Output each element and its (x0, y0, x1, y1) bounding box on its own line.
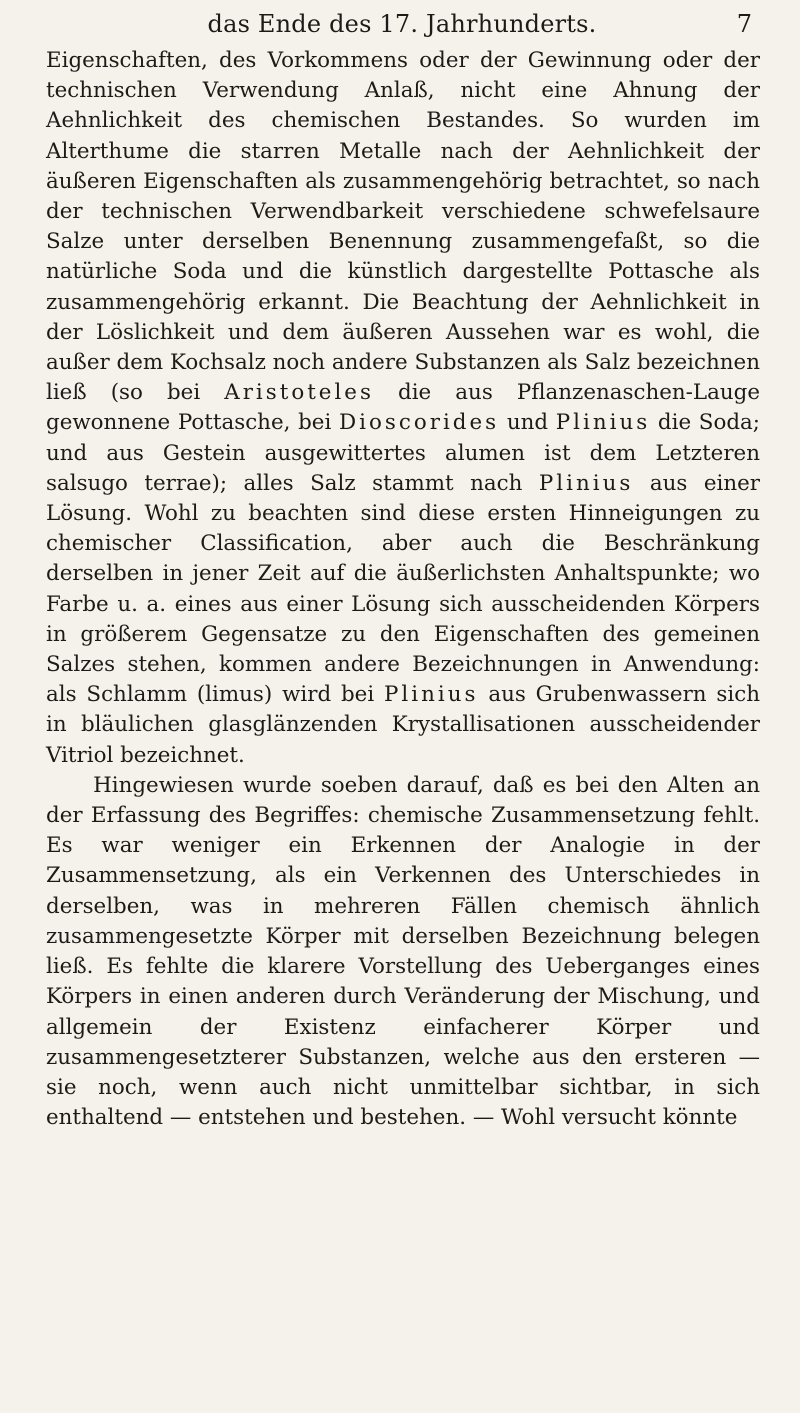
paragraph-1-part-2: die aus Pflanzenaschen-Lauge gewonnene Pottasche, bei (46, 380, 760, 436)
paragraph-1-part-6: aus Grubenwassern sich in bläulichen glasglänzenden Krystallisationen ausscheidender Vitriol bezeichnet. (46, 682, 760, 768)
paragraph-1-part-1: Eigenschaften, des Vorkommens oder der Gewinnung oder der technischen Verwendung Anlaß, nicht eine Ahnung der Aehnlichkeit des chemischen Bestandes. So wurden im Alterthume die starren Metalle nach der Aehnlichkeit der äußeren Eigenschaften als zusammengehörig betrachtet, so nach der technischen Verwendbarkeit verschiedene schwefelsaure Salze unter derselben Benennung zusammengefaßt, so die natürliche Soda und die künstlich dargestellte Pottasche als zusammengehörig erkannt. Die Beachtung der Aehnlichkeit in der Löslichkeit und dem äußeren Aussehen war es wohl, die außer dem Kochsalz noch andere Substanzen als Salz bezeichnen ließ (so bei (46, 48, 760, 406)
running-title: das Ende des 17. Jahrhunderts. (207, 10, 597, 38)
name-plinius: Plinius (538, 470, 634, 496)
running-header (52, 8, 752, 38)
body-text (46, 46, 760, 1133)
paragraph-1 (46, 46, 760, 771)
name-plinius: Plinius (384, 682, 479, 708)
name-plinius: Plinius (555, 410, 651, 436)
page-number: 7 (736, 10, 752, 38)
name-dioscorides: Dioscorides (339, 410, 500, 436)
paragraph-1-part-3: und (499, 410, 556, 436)
name-aristoteles: Aristoteles (224, 380, 374, 406)
paragraph-1-part-4: die Soda; und aus Gestein ausgewittertes alumen ist dem Letzteren salsugo terrae); alles Salz stammt nach (46, 410, 760, 496)
paragraph-1-part-5: aus einer Lösung. Wohl zu beachten sind diese ersten Hinneigungen zu chemischer Classification, aber auch die Beschränkung derselben in jener Zeit auf die äußerlichsten Anhaltspunkte; wo Farbe u. a. eines aus einer Lösung sich ausscheidenden Körpers in größerem Gegensatze zu den Eigenschaften des gemeinen Salzes stehen, kommen andere Bezeichnungen in Anwendung: als Schlamm (limus) wird bei (46, 470, 760, 708)
paragraph-2: Hingewiesen wurde soeben darauf, daß es bei den Alten an der Erfassung des Begriffes: chemische Zusammensetzung fehlt. Es war weniger ein Erkennen der Analogie in der Zusammensetzung, als ein Verkennen des Unterschiedes in derselben, was in mehreren Fällen chemisch ähnlich zusammengesetzte Körper mit derselben Bezeichnung belegen ließ. Es fehlte die klarere Vorstellung des Ueberganges eines Körpers in einen anderen durch Veränderung der Mischung, und allgemein der Existenz einfacherer Körper und zusammengesetzterer Substanzen, welche aus den ersteren — sie noch, wenn auch nicht unmittelbar sichtbar, in sich enthaltend — entstehen und bestehen. — Wohl versucht könnte (46, 772, 760, 1131)
